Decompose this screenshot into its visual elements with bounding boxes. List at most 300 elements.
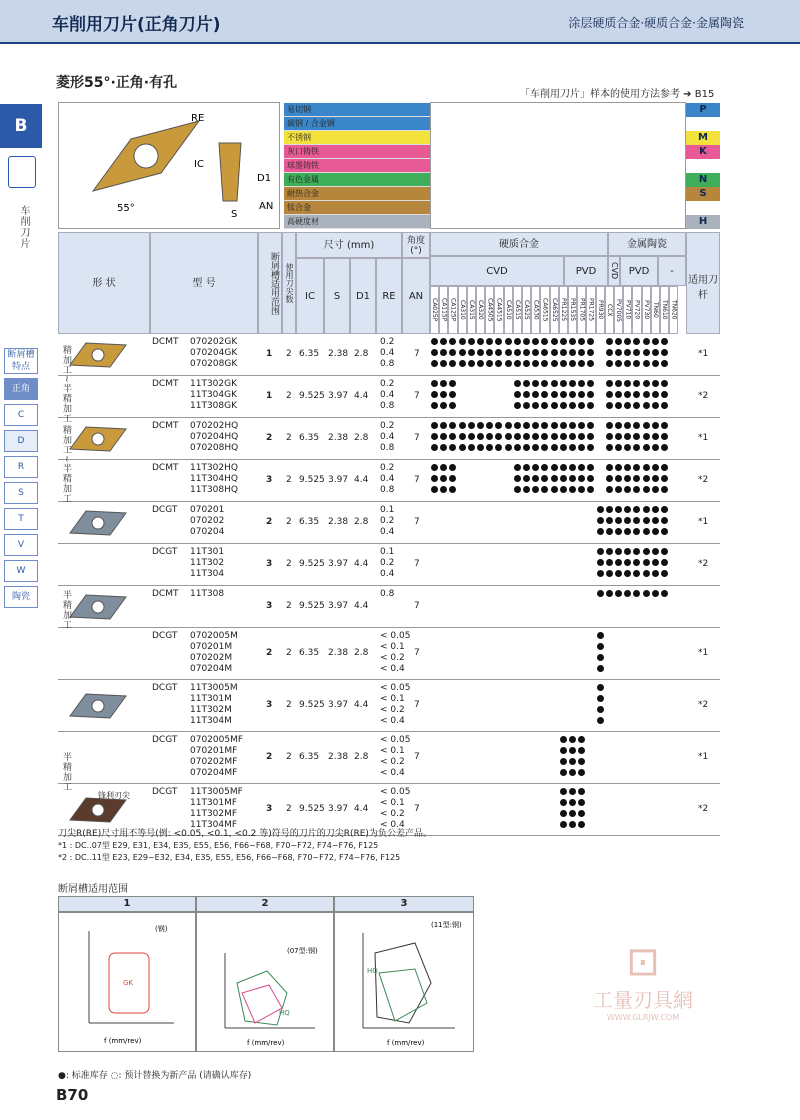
stock-dot — [578, 475, 585, 482]
stock-dot — [615, 422, 622, 429]
row-re: < 0.05 < 0.1 < 0.2 < 0.4 — [380, 735, 411, 778]
stock-dot — [440, 475, 447, 482]
stock-dot — [615, 590, 622, 597]
stock-dot — [652, 391, 659, 398]
row-d1: 4.4 — [354, 601, 369, 611]
stock-dot — [643, 380, 650, 387]
header-holder: 适用刀杆 — [686, 232, 720, 334]
table-row — [58, 680, 720, 732]
stock-dot — [495, 444, 502, 451]
row-holder: *2 — [698, 700, 709, 710]
row-edges: 2 — [286, 700, 292, 710]
stock-dot — [569, 788, 576, 795]
stock-dot — [523, 433, 530, 440]
stock-dot — [541, 422, 548, 429]
table-row — [58, 732, 720, 784]
stock-dot — [505, 338, 512, 345]
row-codes: 11T308 — [190, 589, 225, 599]
row-an: 7 — [414, 517, 420, 527]
stock-dot — [578, 758, 585, 765]
row-ic: 6.35 — [299, 517, 320, 527]
stock-dot — [624, 444, 631, 451]
stock-dot — [606, 349, 613, 356]
row-edges: 2 — [286, 648, 292, 658]
stock-dot — [606, 380, 613, 387]
stock-dot — [431, 433, 438, 440]
material-row: 不锈钢 — [284, 131, 430, 145]
grade-header: CA4505 — [485, 286, 494, 334]
row-codes: 0702005M 070201M 070202M 070204M — [190, 631, 238, 674]
stock-dot — [661, 528, 668, 535]
stock-dot — [578, 391, 585, 398]
stock-dot — [624, 517, 631, 524]
stock-dot — [449, 433, 456, 440]
section-tab[interactable]: B — [0, 104, 42, 148]
stock-dot — [652, 464, 659, 471]
side-tab-v[interactable]: V — [4, 534, 38, 556]
stock-dot — [624, 360, 631, 367]
row-codes: 11T302GK 11T304GK 11T308GK — [190, 379, 238, 411]
table-row — [58, 586, 720, 628]
stock-dot — [440, 464, 447, 471]
grade-header: CA125P — [448, 286, 457, 334]
material-row: 有色金属 — [284, 173, 430, 187]
row-holder: *2 — [698, 804, 709, 814]
stock-dot — [449, 391, 456, 398]
row-breaker: 3 — [266, 700, 273, 710]
stock-dot — [578, 380, 585, 387]
stock-dot — [624, 422, 631, 429]
header-model: 型 号 — [150, 232, 258, 334]
stock-dot — [505, 360, 512, 367]
material-row: 碳钢 / 合金钢 — [284, 117, 430, 131]
stock-dot — [578, 810, 585, 817]
breaker-tab-2: 2 — [196, 896, 334, 912]
row-re: < 0.05 < 0.1 < 0.2 < 0.4 — [380, 631, 411, 674]
material-group: K — [686, 145, 720, 159]
stock-dot — [523, 402, 530, 409]
stock-dot — [606, 391, 613, 398]
stock-dot — [440, 360, 447, 367]
table-row — [58, 502, 720, 544]
grade-header: TN620 — [669, 286, 678, 334]
stock-dot — [624, 475, 631, 482]
breaker-tab-3: 3 — [334, 896, 474, 912]
material-row: 耐热合金 — [284, 187, 430, 201]
row-breaker: 2 — [266, 517, 273, 527]
stock-dot — [597, 506, 604, 513]
stock-dot — [643, 517, 650, 524]
row-s: 3.97 — [328, 391, 349, 401]
stock-dot — [633, 338, 640, 345]
an-label: AN — [259, 201, 274, 212]
stock-dot — [578, 360, 585, 367]
stock-dot — [587, 338, 594, 345]
row-codes: 070201 070202 070204 — [190, 505, 225, 537]
row-an: 7 — [414, 349, 420, 359]
row-model: DCMT — [152, 589, 179, 599]
row-d1: 4.4 — [354, 559, 369, 569]
row-holder: *2 — [698, 559, 709, 569]
stock-dot — [587, 464, 594, 471]
stock-dot — [633, 402, 640, 409]
shape-note: 锋利刃尖 — [98, 791, 130, 800]
stock-dot — [643, 360, 650, 367]
row-edges: 2 — [286, 752, 292, 762]
row-ic: 9.525 — [299, 601, 325, 611]
stock-dot — [597, 590, 604, 597]
stock-dot — [569, 402, 576, 409]
stock-dot — [661, 422, 668, 429]
header-an: AN — [402, 258, 430, 334]
stock-dot — [578, 349, 585, 356]
stock-dot — [551, 486, 558, 493]
stock-dot — [477, 360, 484, 367]
stock-dot — [560, 758, 567, 765]
stock-dot — [468, 444, 475, 451]
stock-dot — [560, 788, 567, 795]
stock-dot — [459, 338, 466, 345]
stock-dot — [431, 444, 438, 451]
stock-dot — [661, 433, 668, 440]
material-group: N — [686, 173, 720, 187]
stock-dot — [587, 402, 594, 409]
side-tab-c[interactable]: C — [4, 404, 38, 426]
stock-dot — [523, 391, 530, 398]
row-edges: 2 — [286, 804, 292, 814]
stock-dot — [578, 821, 585, 828]
stock-dot — [615, 464, 622, 471]
header-size: 尺寸 (mm) — [296, 232, 402, 258]
stock-dot — [523, 475, 530, 482]
grade-header: CA025P — [430, 286, 439, 334]
row-s: 3.97 — [328, 475, 349, 485]
breaker-chart-2 — [196, 912, 334, 1052]
material-group: M — [686, 131, 720, 145]
stock-dot — [633, 464, 640, 471]
stock-dot — [449, 349, 456, 356]
stock-dot — [615, 528, 622, 535]
row-an: 7 — [414, 559, 420, 569]
table-row — [58, 460, 720, 502]
stock-dot — [643, 402, 650, 409]
stock-dot — [514, 444, 521, 451]
table-row — [58, 334, 720, 376]
stock-dot — [569, 769, 576, 776]
stock-dot — [624, 506, 631, 513]
stock-dot — [541, 486, 548, 493]
stock-dot — [505, 422, 512, 429]
stock-dot — [643, 433, 650, 440]
grade-header: CA6515 — [540, 286, 549, 334]
row-ic: 6.35 — [299, 648, 320, 658]
stock-dot — [541, 391, 548, 398]
stock-dot — [652, 360, 659, 367]
header-edges: 使用刀尖数 — [282, 232, 296, 334]
stock-dot — [514, 391, 521, 398]
row-codes: 0702005MF 070201MF 070202MF 070204MF — [190, 735, 244, 778]
stock-dot — [514, 475, 521, 482]
row-edges: 2 — [286, 517, 292, 527]
stock-dot — [468, 360, 475, 367]
stock-dot — [449, 464, 456, 471]
stock-dot — [449, 444, 456, 451]
stock-dot — [597, 517, 604, 524]
stock-dot — [624, 380, 631, 387]
row-ic: 6.35 — [299, 752, 320, 762]
row-ic: 6.35 — [299, 349, 320, 359]
stock-dot — [560, 433, 567, 440]
row-breaker: 1 — [266, 349, 273, 359]
stock-dot — [652, 349, 659, 356]
ic-label: IC — [194, 159, 204, 170]
row-re: 0.8 — [380, 589, 395, 599]
row-s: 2.38 — [328, 517, 349, 527]
stock-dot — [633, 517, 640, 524]
insert-diagram — [58, 102, 280, 229]
grade-header: TN60 — [651, 286, 660, 334]
stock-dot — [440, 380, 447, 387]
row-d1: 2.8 — [354, 648, 369, 658]
stock-dot — [523, 444, 530, 451]
row-re: 0.1 0.2 0.4 — [380, 547, 395, 579]
material-grade-grid — [430, 102, 686, 229]
stock-dot — [597, 559, 604, 566]
grade-header: PV730 — [642, 286, 651, 334]
row-holder: *1 — [698, 433, 709, 443]
stock-dot — [652, 559, 659, 566]
stock-dot — [532, 391, 539, 398]
stock-dot — [440, 433, 447, 440]
stock-dot — [615, 433, 622, 440]
stock-dot — [486, 433, 493, 440]
grade-header: CA6525 — [550, 286, 559, 334]
row-breaker: 3 — [266, 601, 273, 611]
stock-dot — [541, 402, 548, 409]
stock-dot — [477, 422, 484, 429]
row-s: 2.38 — [328, 648, 349, 658]
row-codes: 11T301 11T302 11T304 — [190, 547, 225, 579]
row-breaker: 1 — [266, 391, 273, 401]
grade-header: CA530 — [531, 286, 540, 334]
group-label-3: 半精加工 — [61, 590, 71, 630]
stock-dot — [633, 380, 640, 387]
row-an: 7 — [414, 700, 420, 710]
stock-dot — [633, 528, 640, 535]
xaxis-label-2: f (mm/rev) — [247, 1039, 285, 1047]
stock-dot — [606, 464, 613, 471]
row-an: 7 — [414, 752, 420, 762]
row-holder: *1 — [698, 648, 709, 658]
stock-dot — [624, 338, 631, 345]
stock-dot — [523, 380, 530, 387]
stock-dot — [624, 349, 631, 356]
header-angle: 角度(°) — [402, 232, 430, 258]
stock-dot — [615, 486, 622, 493]
stock-dot — [615, 570, 622, 577]
row-d1: 4.4 — [354, 804, 369, 814]
row-an: 7 — [414, 391, 420, 401]
stock-dot — [431, 380, 438, 387]
grade-header: PV710 — [623, 286, 632, 334]
stock-dot — [587, 360, 594, 367]
stock-dot — [633, 475, 640, 482]
row-s: 3.97 — [328, 804, 349, 814]
stock-dot — [643, 475, 650, 482]
row-ic: 9.525 — [299, 804, 325, 814]
stock-dot — [532, 338, 539, 345]
material-group: H — [686, 215, 720, 229]
row-ic: 6.35 — [299, 433, 320, 443]
stock-dot — [587, 444, 594, 451]
stock-dot — [606, 590, 613, 597]
side-tab-t[interactable]: T — [4, 508, 38, 530]
stock-dot — [569, 380, 576, 387]
grade-header: TN610 — [660, 286, 669, 334]
stock-dot — [440, 391, 447, 398]
stock-dot — [606, 570, 613, 577]
side-tab-d[interactable]: D — [4, 430, 38, 452]
page-title: 车削用刀片(正角刀片) — [52, 15, 221, 35]
group-label-4: 半精加工 — [61, 752, 71, 792]
stock-dot — [624, 464, 631, 471]
stock-dot — [569, 349, 576, 356]
chart2-note: (07型:钢) — [287, 947, 318, 955]
row-ic: 9.525 — [299, 391, 325, 401]
stock-dot — [560, 821, 567, 828]
stock-dot — [652, 590, 659, 597]
header-cvd2: CVD — [608, 256, 620, 286]
stock-dot — [606, 422, 613, 429]
stock-dot — [633, 360, 640, 367]
stock-dot — [495, 422, 502, 429]
stock-dot — [523, 464, 530, 471]
side-tab-w[interactable]: W — [4, 560, 38, 582]
stock-dot — [569, 821, 576, 828]
grade-header: PR930 — [596, 286, 605, 334]
d1-label: D1 — [257, 173, 272, 184]
stock-dot — [459, 360, 466, 367]
stock-dot — [486, 349, 493, 356]
stock-dot — [633, 570, 640, 577]
stock-dot — [633, 590, 640, 597]
grade-header: PR1705 — [577, 286, 586, 334]
side-tab-r[interactable]: R — [4, 456, 38, 478]
stock-dot — [523, 349, 530, 356]
stock-dot — [495, 360, 502, 367]
stock-dot — [633, 422, 640, 429]
stock-dot — [606, 486, 613, 493]
row-s: 3.97 — [328, 559, 349, 569]
row-d1: 2.8 — [354, 752, 369, 762]
side-tab-positive[interactable]: 正角 — [4, 378, 38, 400]
stock-dot — [661, 517, 668, 524]
row-re: 0.2 0.4 0.8 — [380, 337, 395, 369]
header-pvd: PVD — [564, 256, 608, 286]
stock-dot — [495, 338, 502, 345]
stock-dot — [440, 338, 447, 345]
row-edges: 2 — [286, 391, 292, 401]
grade-header: CA310 — [458, 286, 467, 334]
angle-label: 55° — [117, 203, 135, 214]
stock-dot — [578, 402, 585, 409]
stock-dot — [468, 338, 475, 345]
stock-dot — [643, 391, 650, 398]
stock-dot — [606, 402, 613, 409]
grade-header: CA115P — [439, 286, 448, 334]
section-title: 菱形55°·正角·有孔 — [56, 75, 178, 91]
side-tab-s[interactable]: S — [4, 482, 38, 504]
stock-dot — [633, 559, 640, 566]
stock-dot — [551, 391, 558, 398]
stock-dot — [661, 380, 668, 387]
stock-dot — [652, 433, 659, 440]
stock-dot — [541, 380, 548, 387]
grade-header: CA320 — [476, 286, 485, 334]
stock-dot — [606, 444, 613, 451]
stock-dot — [532, 422, 539, 429]
stock-dot — [606, 528, 613, 535]
stock-dot — [578, 444, 585, 451]
stock-legend: ●: 标准库存 ◌: 预计替换为新产品 (请确认库存) — [58, 1071, 252, 1081]
stock-dot — [643, 548, 650, 555]
stock-dot — [569, 360, 576, 367]
stock-dot — [652, 475, 659, 482]
stock-dot — [587, 475, 594, 482]
stock-dot — [431, 349, 438, 356]
row-edges: 2 — [286, 601, 292, 611]
stock-dot — [597, 643, 604, 650]
header-pvd2: PVD — [620, 256, 658, 286]
stock-dot — [495, 433, 502, 440]
stock-dot — [633, 486, 640, 493]
gk-label: GK — [123, 979, 134, 987]
side-tab-breaker[interactable]: 断屑槽特点 — [4, 348, 38, 374]
header-shape: 形 状 — [58, 232, 150, 334]
stock-dot — [643, 349, 650, 356]
stock-dot — [569, 810, 576, 817]
stock-dot — [624, 548, 631, 555]
stock-dot — [495, 349, 502, 356]
stock-dot — [560, 402, 567, 409]
stock-dot — [505, 444, 512, 451]
grade-header: PR1225 — [559, 286, 568, 334]
side-vertical-label: 车削刀片 — [18, 205, 29, 249]
page-subtitle: 涂层硬质合金·硬质合金·金属陶瓷 — [568, 16, 744, 30]
stock-dot — [615, 402, 622, 409]
row-codes: 11T3005M 11T301M 11T302M 11T304M — [190, 683, 238, 726]
stock-dot — [560, 769, 567, 776]
stock-dot — [532, 486, 539, 493]
stock-dot — [560, 799, 567, 806]
stock-dot — [449, 422, 456, 429]
usage-reference[interactable]: 「车削用刀片」样本的使用方法参考 ➔ B15 — [520, 89, 715, 100]
stock-dot — [652, 422, 659, 429]
re-label: RE — [191, 113, 205, 124]
stock-dot — [449, 338, 456, 345]
material-row: 灰口铸铁 — [284, 145, 430, 159]
row-ic: 9.525 — [299, 700, 325, 710]
stock-dot — [449, 475, 456, 482]
row-breaker: 3 — [266, 475, 273, 485]
stock-dot — [652, 548, 659, 555]
side-tab-ceramic[interactable]: 陶瓷 — [4, 586, 38, 608]
stock-dot — [551, 444, 558, 451]
row-breaker: 2 — [266, 648, 273, 658]
stock-dot — [606, 475, 613, 482]
stock-dot — [615, 444, 622, 451]
stock-dot — [624, 528, 631, 535]
